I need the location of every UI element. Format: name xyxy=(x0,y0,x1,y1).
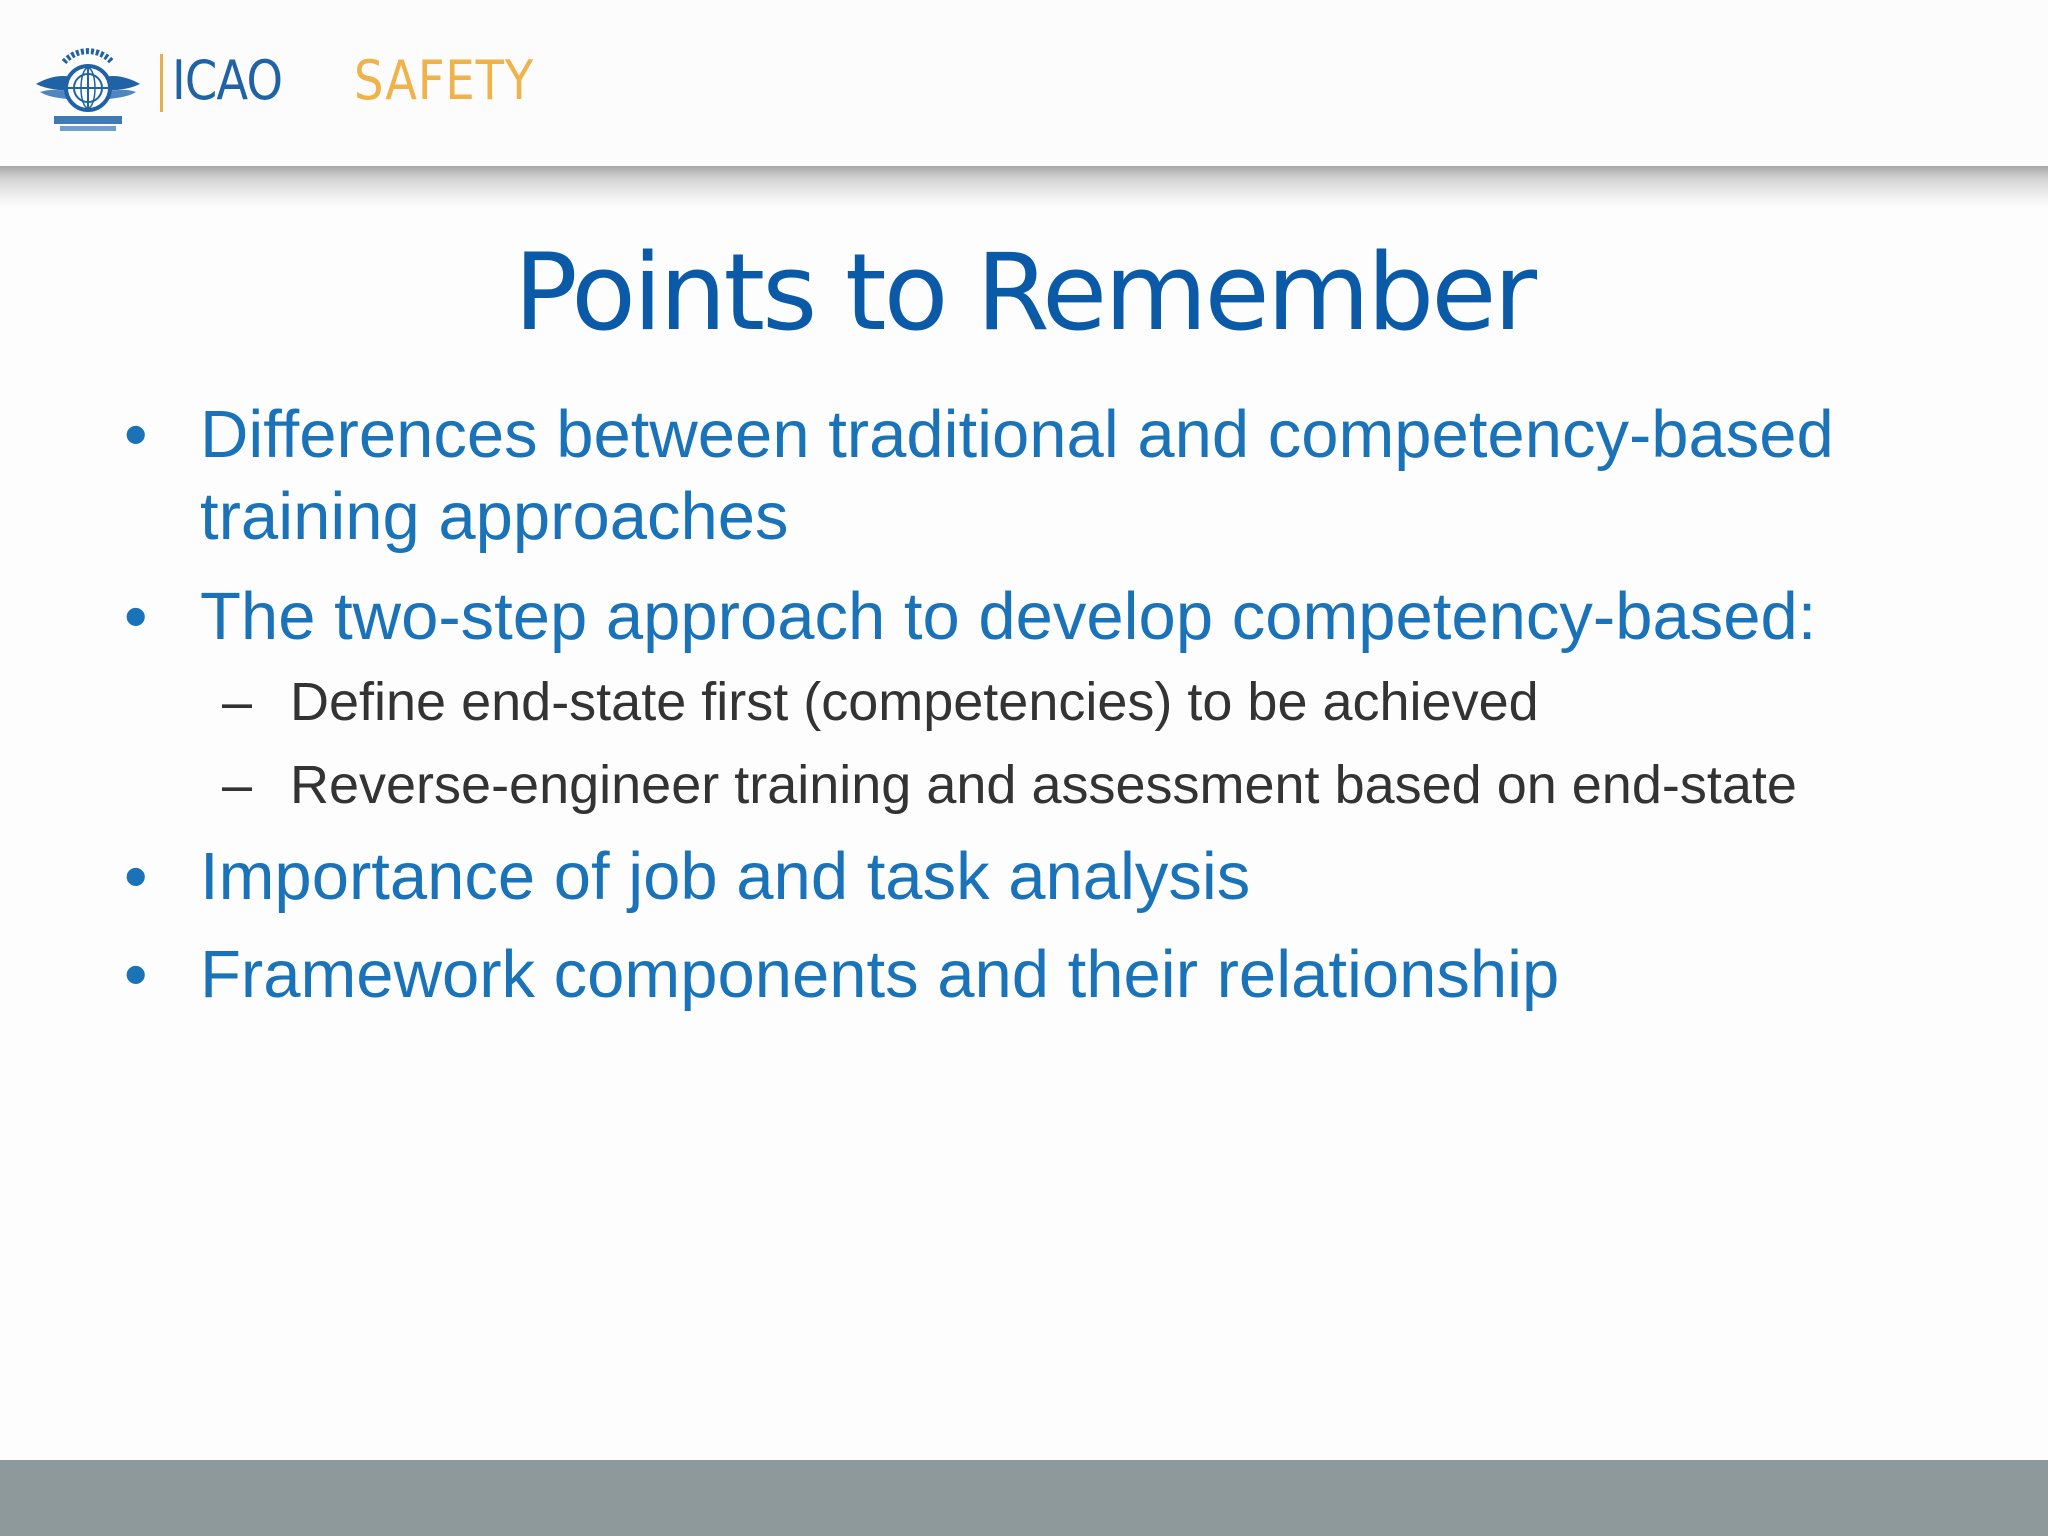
sub-bullet-text: Define end-state first (competencies) to be achieved xyxy=(290,672,1539,732)
bullet-dot-icon: • xyxy=(124,579,148,654)
header-shadow xyxy=(0,166,2048,208)
logo-icao-text: ICAO xyxy=(172,49,283,112)
dash-icon: – xyxy=(222,672,253,732)
footer-bar xyxy=(0,1460,2048,1536)
sub-bullet-item xyxy=(0,753,2048,817)
bullet-dot-icon: • xyxy=(124,839,148,914)
logo-safety-text: SAFETY xyxy=(354,49,535,112)
icao-emblem-icon xyxy=(30,40,146,136)
bullet-item xyxy=(0,576,2048,658)
bullet-text: Importance of job and task analysis xyxy=(200,839,1251,914)
bullet-item xyxy=(0,836,2048,918)
bullet-item xyxy=(0,934,2048,1016)
sub-bullet-text: Reverse-engineer training and assessment based on end-state xyxy=(290,755,1797,815)
dash-icon: – xyxy=(222,755,253,815)
bullet-dot-icon: • xyxy=(124,937,148,1012)
bullet-item xyxy=(0,394,2048,558)
slide-title: Points to Remember xyxy=(513,231,1535,354)
bullet-text: Framework components and their relationship xyxy=(200,937,1560,1012)
bullet-text: Differences between traditional and competency-based training approaches xyxy=(200,397,1834,554)
logo-divider xyxy=(160,54,163,112)
header-band xyxy=(0,0,2048,166)
bullet-text: The two-step approach to develop competency-based: xyxy=(200,579,1817,654)
sub-bullet-item xyxy=(0,670,2048,734)
bullet-dot-icon: • xyxy=(124,397,148,472)
